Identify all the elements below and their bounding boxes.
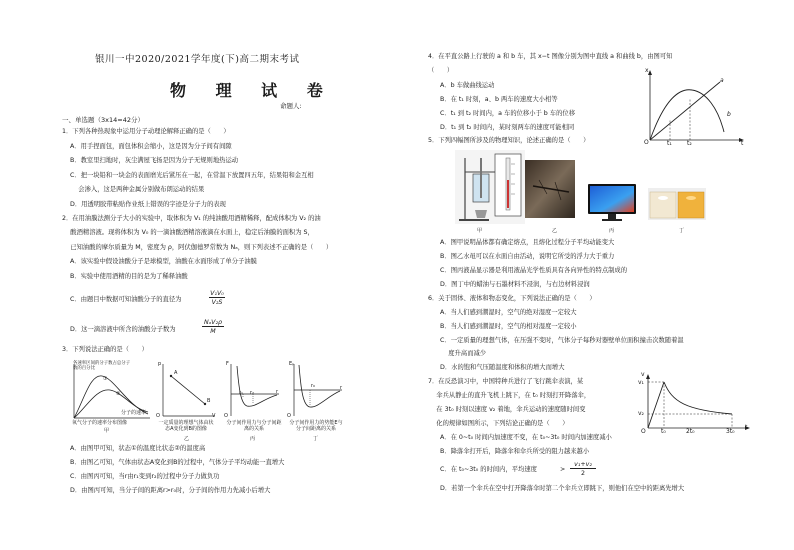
fig-ding-y-label: Eₚ	[289, 361, 295, 367]
q5-option-b: B．图乙水黾可以在水面自由活动，说明它所受的浮力大于重力	[440, 253, 615, 260]
fig-jia-curve1-label: ①	[103, 376, 108, 382]
vt-origin: O	[641, 428, 646, 435]
vt-3t0: 3t₀	[726, 428, 735, 435]
question-5: 5．下列四幅图所涉及的物理知识，论述正确的是（ ）	[428, 137, 590, 144]
q1-option-c: C．把一块铅和一块金的表面磨光后紧压在一起，在常温下放置四五年，结果铅和金互相	[70, 172, 314, 179]
q3-option-a: A．由图甲可知，状态①的温度比状态②的温度高	[70, 445, 206, 452]
question-2: 2．在用油膜法测分子大小的实验中，取体积为 V₁ 的纯油酸用酒精稀释，配成体积为 V₂ 的油	[62, 215, 321, 222]
fig-yi-point-a: A	[174, 370, 178, 376]
fig-bing-r2: r₂	[250, 390, 255, 396]
q4-option-b: B．在 t₁ 时刻，a、b 两车的速度大小相等	[440, 96, 558, 103]
fig-yi-x-label: V	[212, 413, 216, 419]
xt-x-label: t	[741, 140, 744, 147]
figure-xt-graph	[640, 68, 745, 148]
fraction-c-numerator: V₁V₀	[210, 290, 224, 297]
fig-bing-origin: O	[224, 413, 228, 419]
fig-yi-name: 乙	[184, 436, 190, 442]
q1-option-d: D．用透明胶带粘贴作业纸上错误的字迹是分子力的表现	[70, 201, 226, 208]
vt-t0: t₀	[661, 428, 666, 435]
q7-option-b: B．降落伞打开后，降落伞和伞兵所受的阻力越来越小	[440, 448, 590, 455]
vt-x-label: t	[745, 424, 748, 431]
fig-jia-caption: 氧气分子的速率分布图像	[72, 420, 128, 426]
q3-option-b: B．由图乙可知，气体由状态A变化到B的过程中，气体分子平均动能一直增大	[70, 459, 285, 466]
question-2-cont2: 已知油酸的摩尔质量为 M，密度为 ρ，阿伏伽德罗常数为 Nₐ，则下列表述不正确的是（ ）	[62, 244, 333, 251]
question-4-paren: （ ）	[428, 67, 454, 74]
fig-yi-y-label: p	[158, 361, 162, 367]
q6-option-c-cont: 度升高而减少	[440, 350, 487, 357]
fig-bing-caption: 分子间作用力与分子间距离的关系	[226, 420, 282, 432]
q1-option-a: A．用手捏面包，面包体积会缩小，这是因为分子间有间隙	[70, 143, 232, 150]
vt-v1: v₁	[638, 379, 644, 386]
exam-school-title: 银川一中2020/2021学年度(下)高二期末考试	[95, 54, 300, 65]
vt-v2: v₂	[638, 410, 644, 417]
fig-jia-x-label: 分子的速率	[121, 410, 147, 416]
q7-option-a: A．在 0~t₀ 时间内加速度不变，在 t₀~3t₀ 时间内加速度减小	[440, 434, 612, 441]
fig-bing-r1: r₁	[239, 390, 244, 396]
fig-bing-y-label: F	[226, 361, 229, 367]
question-2-cont1: 酸酒精溶液。现将体积为 V₀ 的一滴油酸酒精溶液滴在水面上，稳定后油膜的面积为 S，	[62, 229, 314, 236]
q6-option-d: D．水的饱和气压随温度和体积的增大而增大	[440, 364, 565, 371]
photo-caption-bing: 丙	[609, 228, 615, 234]
q1-option-c-cont: 会渗入，这是两种金属分别做布朗运动的结果	[70, 186, 205, 193]
fig-jia-curve2-label: ②	[116, 391, 121, 397]
figure-ding-potential-energy	[288, 360, 344, 420]
question-4: 4．在平直公路上行驶的 a 和 b 车，其 x−t 图像分别为图中直线 a 和曲线 b，由图可知	[428, 53, 673, 60]
q2-option-b: B．实验中使用酒精的目的是为了稀释油酸	[70, 273, 188, 280]
fig-ding-origin: O	[287, 413, 291, 419]
xt-t1: t₁	[667, 140, 672, 147]
xt-line-a-label: a	[720, 77, 724, 84]
line-a	[650, 82, 720, 140]
vt-2t0: 2t₀	[686, 428, 695, 435]
vt-y-label: v	[641, 371, 645, 378]
fraction-v-prefix: >	[560, 466, 566, 473]
xt-curve-b-label: b	[727, 111, 731, 118]
fraction-v-numerator: v₁+v₂	[570, 461, 596, 469]
photo-ding-wax-blocks	[648, 188, 706, 220]
q1-option-b: B．教室里扫地时，灰尘满屋飞扬是因为分子无规则地热运动	[70, 157, 239, 164]
q4-option-a: A．b 车做曲线运动	[440, 82, 495, 89]
q4-option-d: D．t₁ 到 t₂ 时间内，某时刻两车的速度可能相同	[440, 124, 575, 131]
question-7-cont1: 伞兵从静止的直升飞机上跳下，在 t₀ 时刻打开降落伞，	[428, 392, 591, 399]
fig-ding-r0: r₀	[311, 383, 316, 389]
q6-option-b: B．当人们感到潮湿时，空气的相对湿度一定较小	[440, 323, 577, 330]
q7-option-d: D．若第一个伞兵在空中打开降落伞时第二个伞兵立即跳下，则他们在空中的距离先增大	[440, 485, 685, 492]
fig-bing-x-label: r	[276, 389, 279, 395]
fig-ding-name: 丁	[313, 436, 319, 442]
question-1: 1．下列各种热现象中运用分子动理论解释正确的是（ ）	[62, 128, 230, 135]
fig-ding-caption: 分子间作用力的势能E与分子间距离的关系	[289, 420, 343, 432]
q5-option-c: C．图丙液晶显示器是利用液晶光学性质具有各向异性的特点制成的	[440, 267, 628, 274]
q3-option-c: C．由图丙可知，当r由r₁变到r₂的过程中分子力做负功	[70, 473, 220, 480]
exam-subject-title: 物 理 试 卷	[170, 81, 335, 100]
fraction-d-denominator: M	[210, 328, 216, 335]
q5-option-d: D．图丁中的蜡油与石墨材料不浸润，与右边材料浸润	[440, 281, 590, 288]
fig-jia-name: 甲	[104, 428, 110, 434]
figure-vt-graph	[636, 372, 751, 434]
photo-jia-melting-apparatus	[455, 150, 525, 224]
fig-bing-name: 丙	[250, 436, 256, 442]
xt-y-label: x	[645, 67, 649, 74]
figure-yi-pv-graph	[157, 360, 217, 420]
q5-option-a: A．图甲说明晶体都有确定熔点，且熔化过程分子平均动能变大	[440, 239, 615, 246]
q3-option-d: D．由图丙可知，当分子间的距离r>r₀时，分子间的作用力先减小后增大	[70, 487, 271, 494]
q2-option-c: C．由题目中数据可知油酸分子的直径为	[70, 296, 182, 303]
fig-jia-y-label: 各速率区间的分子数占总分子数的百分比	[73, 361, 131, 371]
question-7-cont2: 在 3t₀ 时刻以速度 v₂ 着地，伞兵运动的速度随时间变	[428, 406, 586, 413]
question-7: 7．在反恐演习中，中国特种兵进行了飞行跳伞表演，某	[428, 378, 584, 385]
xt-t2: t₂	[687, 140, 692, 147]
photo-caption-jia: 甲	[477, 228, 483, 234]
fig-yi-point-b: B	[207, 398, 211, 404]
author-label: 命题人:	[280, 102, 302, 110]
fraction-c-denominator: V₂S	[211, 299, 223, 306]
q6-option-a: A．当人们感到潮湿时，空气的绝对湿度一定较大	[440, 309, 577, 316]
photo-caption-ding: 丁	[679, 228, 685, 234]
q7-option-c: C．在 t₀~3t₀ 的时间内，平均速度	[440, 466, 537, 473]
fraction-v-denominator: 2	[580, 470, 585, 477]
q6-option-c: C．一定质量的理想气体，在压强不变时，气体分子每秒对器壁单位面积撞击次数随着温	[440, 337, 684, 344]
section-heading: 一、单选题（3x14=42分）	[62, 116, 144, 124]
fig-yi-caption: 一定质量的理想气体由状态A变化到B的图像	[158, 420, 214, 432]
fig-yi-origin: O	[156, 413, 160, 419]
fig-ding-x-label: r	[340, 385, 343, 391]
q2-option-a: A．该实验中假设油酸分子是球模型，油酸在水面形成了单分子油膜	[70, 258, 257, 265]
fraction-d-numerator: NₐV₂ρ	[203, 319, 222, 326]
question-7-cont3: 化的规律如图所示，下列结论正确的是（ ）	[428, 420, 569, 427]
photo-yi-water-strider	[525, 160, 575, 218]
curve-b	[650, 90, 724, 140]
q2-option-d: D．这一滴溶液中所含的油酸分子数为	[70, 326, 176, 333]
photo-bing-lcd-monitor	[586, 184, 638, 222]
q4-option-c: C．t₁ 到 t₂ 时间内，a 车的位移小于 b 车的位移	[440, 110, 575, 117]
xt-origin: O	[644, 139, 649, 146]
question-6: 6．关于固体、液体和物态变化，下列说法正确的是（ ）	[428, 295, 596, 302]
photo-caption-yi: 乙	[552, 228, 558, 234]
question-3: 3．下列说法正确的是（ ）	[62, 346, 148, 353]
